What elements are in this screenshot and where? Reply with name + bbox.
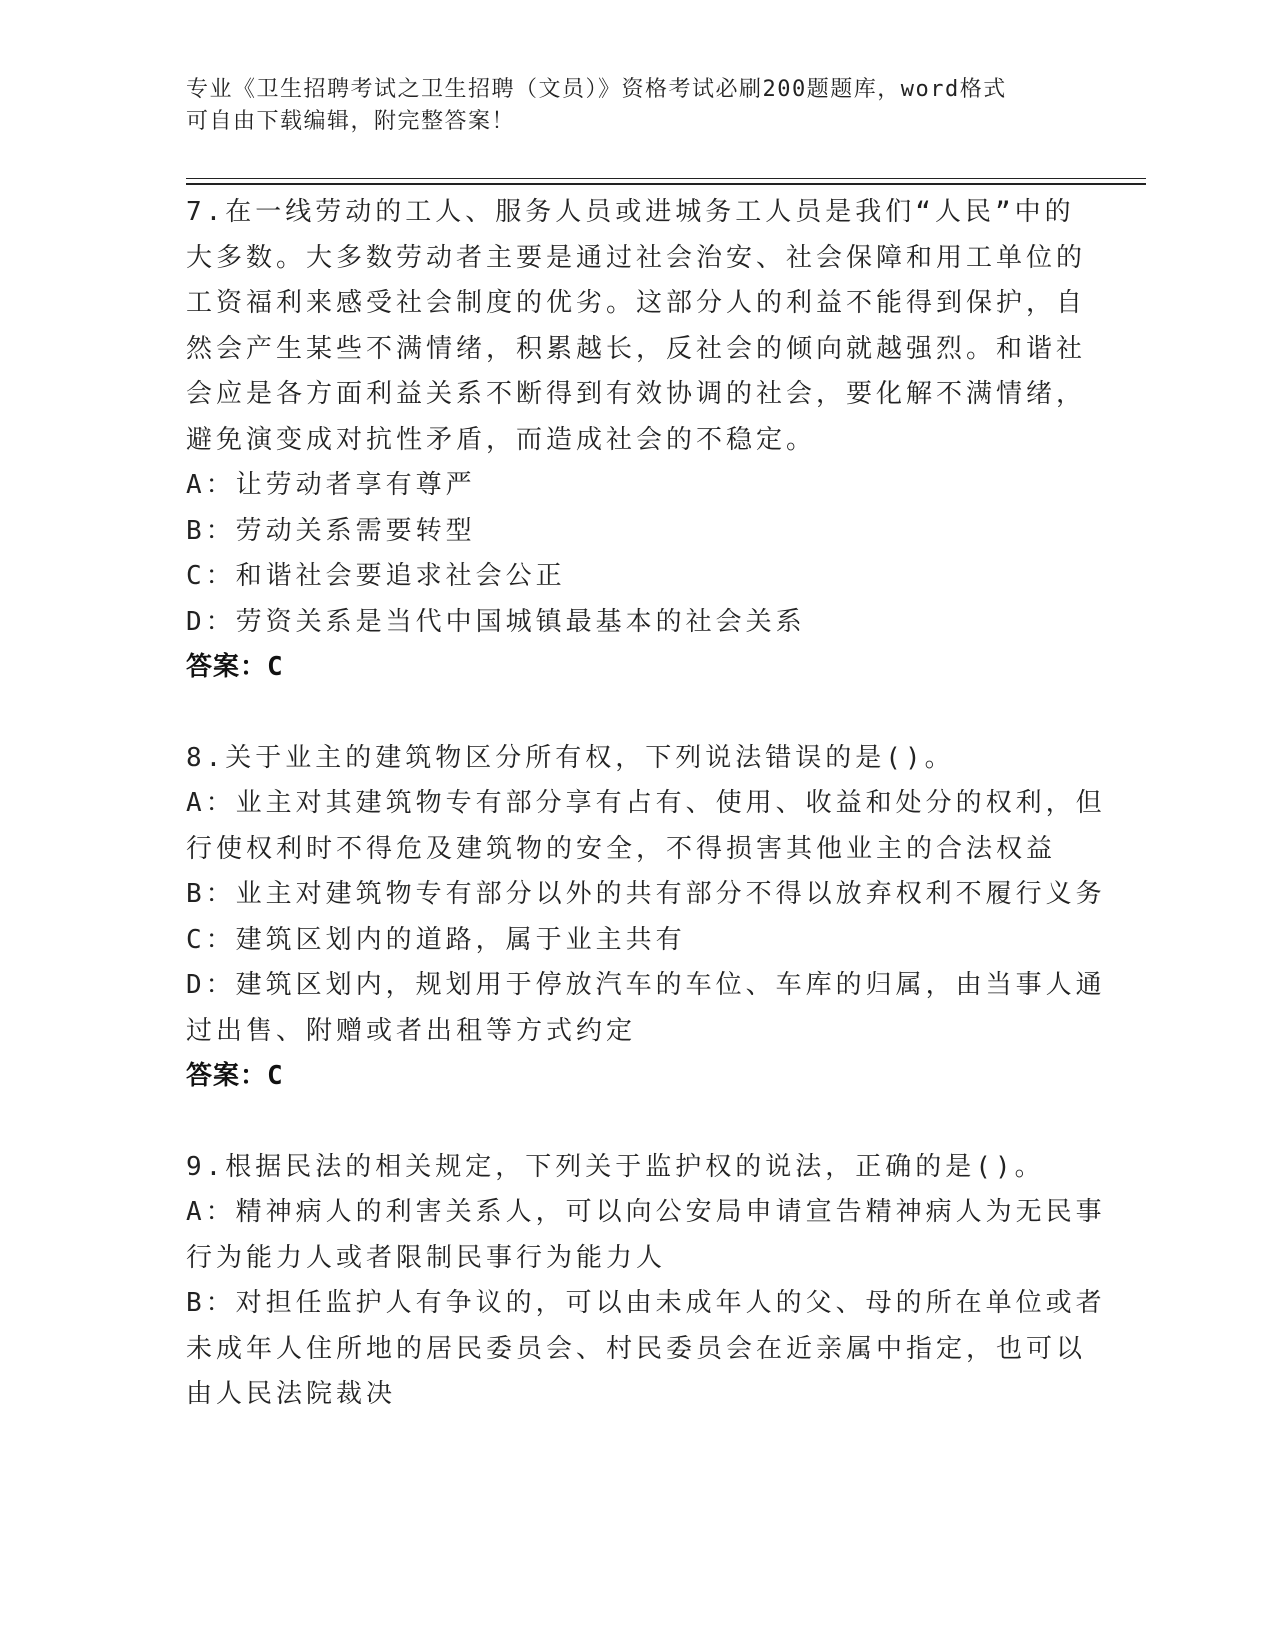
header-line-2: 可自由下载编辑，附完整答案！	[186, 109, 516, 134]
option-b-line-3: 由人民法院裁决	[186, 1379, 397, 1409]
option-a: A：让劳动者享有尊严	[186, 470, 476, 500]
question-stem-line: 7.在一线劳动的工人、服务人员或进城务工人员是我们“人民”中的	[186, 197, 1075, 227]
option-a-line-2: 行为能力人或者限制民事行为能力人	[186, 1242, 667, 1273]
answer-label: 答案：C	[186, 652, 284, 682]
header-line-1: 专业《卫生招聘考试之卫生招聘（文员）》资格考试必刷200题题库，word格式	[186, 77, 1007, 102]
question-stem-line: 然会产生某些不满情绪，积累越长，反社会的倾向就越强烈。和谐社	[186, 333, 1087, 364]
option-b: B：劳动关系需要转型	[186, 515, 476, 546]
question-spacer	[186, 1100, 1086, 1145]
option-a-line-1: A：业主对其建筑物专有部分享有占有、使用、收益和处分的权利，但	[186, 788, 1106, 818]
option-d-line-2: 过出售、附赠或者出租等方式约定	[186, 1015, 637, 1046]
question-list	[186, 190, 1106, 1418]
question-9	[186, 1145, 1106, 1418]
question-stem-line: 9.根据民法的相关规定，下列关于监护权的说法，正确的是()。	[186, 1151, 1045, 1182]
option-b-line-2: 未成年人住所地的居民委员会、村民委员会在近亲属中指定，也可以	[186, 1333, 1087, 1364]
option-c: C：和谐社会要追求社会公正	[186, 561, 566, 591]
question-stem-line: 8.关于业主的建筑物区分所有权，下列说法错误的是()。	[186, 742, 955, 773]
question-stem-line: 避免演变成对抗性矛盾，而造成社会的不稳定。	[186, 424, 817, 455]
option-b-line-1: B：对担任监护人有争议的，可以由未成年人的父、母的所在单位或者	[186, 1288, 1106, 1318]
option-b: B：业主对建筑物专有部分以外的共有部分不得以放弃权利不履行义务	[186, 879, 1106, 909]
question-stem-line: 工资福利来感受社会制度的优劣。这部分人的利益不能得到保护，自	[186, 288, 1087, 318]
option-c: C：建筑区划内的道路，属于业主共有	[186, 924, 686, 955]
option-d: D：劳资关系是当代中国城镇最基本的社会关系	[186, 606, 806, 637]
answer-label: 答案：C	[186, 1061, 284, 1091]
option-a-line-2: 行使权利时不得危及建筑物的安全，不得损害其他业主的合法权益	[186, 833, 1057, 864]
question-stem-line: 大多数。大多数劳动者主要是通过社会治安、社会保障和用工单位的	[186, 242, 1087, 273]
option-a-line-1: A：精神病人的利害关系人，可以向公安局申请宣告精神病人为无民事	[186, 1197, 1106, 1227]
option-d-line-1: D：建筑区划内，规划用于停放汽车的车位、车库的归属，由当事人通	[186, 970, 1106, 1000]
question-stem-line: 会应是各方面利益关系不断得到有效协调的社会，要化解不满情绪，	[186, 379, 1087, 409]
question-8	[186, 736, 1106, 1100]
header-divider-thick	[186, 183, 1146, 185]
document-header	[186, 74, 1066, 138]
question-spacer	[186, 691, 1086, 736]
question-7	[186, 190, 1086, 691]
header-divider-thin	[186, 178, 1146, 179]
